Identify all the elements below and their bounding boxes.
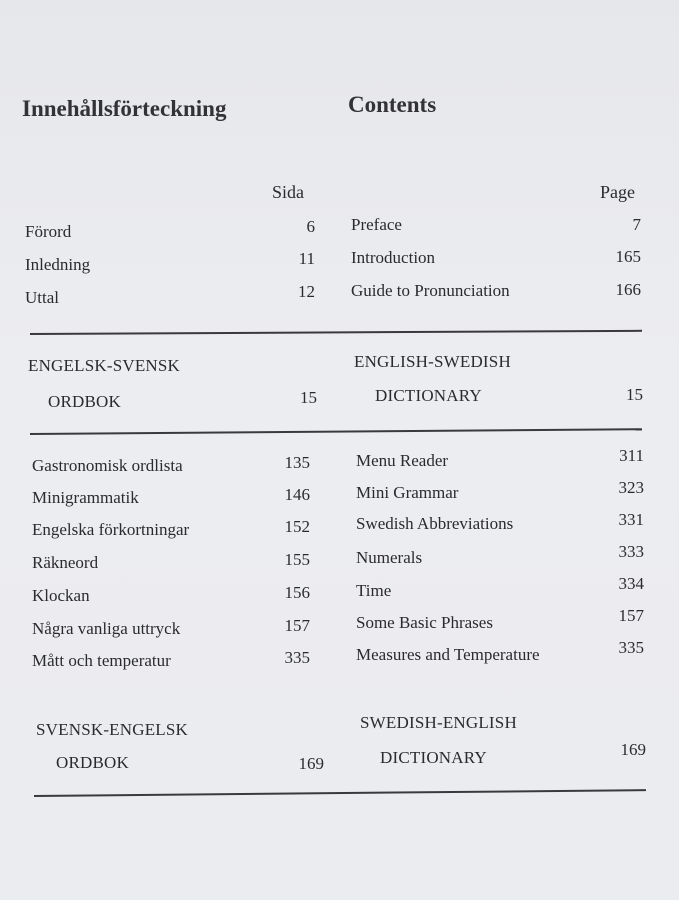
toc-en-title: Preface — [351, 215, 402, 234]
toc-en-title: Guide to Pronunciation — [351, 281, 510, 300]
toc-sv-title: Minigrammatik — [32, 488, 139, 507]
toc-sv-title: Mått och temperatur — [32, 651, 171, 670]
heading-english: Contents — [348, 92, 437, 117]
toc-en-page: 7 — [632, 215, 641, 234]
section-sv-line1: SVENSK-ENGELSK — [36, 720, 189, 739]
heading-swedish: Innehållsförteckning — [22, 96, 227, 121]
toc-en-page: 311 — [619, 446, 644, 465]
toc-sv-page: 155 — [284, 550, 310, 569]
divider-rule — [30, 428, 642, 435]
toc-sv-title: Några vanliga uttryck — [32, 619, 181, 638]
toc-sv-page: 157 — [284, 616, 310, 635]
toc-en-title: Swedish Abbreviations — [356, 514, 514, 533]
column-header-sida: Sida — [272, 182, 305, 202]
toc-sv-title: Uttal — [25, 288, 59, 307]
toc-sv-page: 11 — [298, 249, 315, 268]
section-en-line2: DICTIONARY — [375, 386, 482, 405]
toc-sv-page: 135 — [284, 453, 310, 472]
toc-en-page: 166 — [615, 280, 641, 299]
toc-sv-title: Inledning — [25, 255, 91, 274]
toc-sv-page: 156 — [284, 583, 310, 602]
toc-en-page: 334 — [618, 574, 644, 593]
toc-en-page: 165 — [615, 247, 641, 266]
section-en-line1: SWEDISH-ENGLISH — [360, 713, 517, 732]
toc-en-page: 331 — [618, 510, 644, 529]
toc-sv-title: Räkneord — [32, 553, 99, 572]
divider-rule — [30, 330, 642, 335]
toc-sv-title: Gastronomisk ordlista — [32, 456, 183, 475]
divider-rule — [34, 789, 646, 797]
toc-en-page: 323 — [618, 478, 644, 497]
section-sv-line2: ORDBOK — [48, 392, 121, 411]
section-sv-line2: ORDBOK — [56, 753, 129, 772]
toc-sv-title: Engelska förkortningar — [32, 520, 190, 539]
section-en-line1: ENGLISH-SWEDISH — [354, 352, 511, 371]
toc-en-title: Some Basic Phrases — [356, 613, 493, 632]
section-en-page: 169 — [620, 740, 646, 759]
toc-en-title: Mini Grammar — [356, 483, 459, 502]
toc-en-title: Time — [356, 581, 392, 600]
toc-sv-title: Klockan — [32, 586, 90, 605]
toc-sv-page: 335 — [284, 648, 310, 667]
toc-sv-page: 146 — [284, 485, 310, 504]
section-sv-line1: ENGELSK-SVENSK — [28, 356, 181, 375]
section-sv-page: 169 — [298, 754, 324, 773]
section-sv-page: 15 — [300, 388, 317, 407]
toc-en-page: 333 — [618, 542, 644, 561]
section-en-line2: DICTIONARY — [380, 748, 487, 767]
toc-en-title: Menu Reader — [356, 451, 449, 470]
toc-en-title: Numerals — [356, 548, 423, 567]
toc-en-page: 157 — [618, 606, 644, 625]
section-en-page: 15 — [626, 385, 643, 404]
toc-en-title: Introduction — [351, 248, 436, 267]
column-header-page: Page — [600, 182, 635, 202]
toc-sv-title: Förord — [25, 222, 72, 241]
toc-sv-page: 12 — [298, 282, 315, 301]
toc-en-title: Measures and Temperature — [356, 645, 540, 664]
toc-sv-page: 152 — [284, 517, 310, 536]
toc-sv-page: 6 — [306, 217, 315, 236]
toc-en-page: 335 — [618, 638, 644, 657]
